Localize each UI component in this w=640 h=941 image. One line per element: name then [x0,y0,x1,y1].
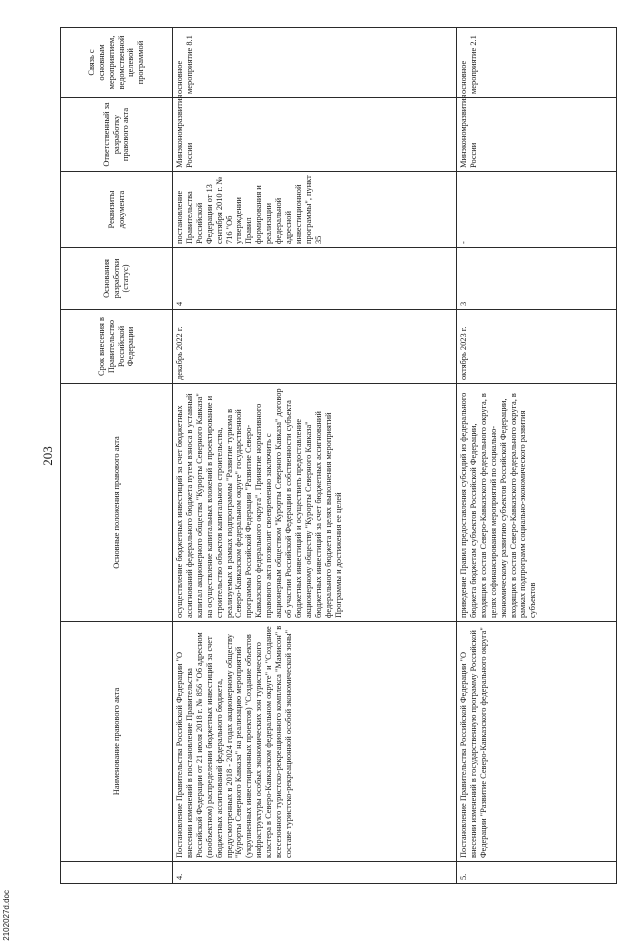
legal-acts-table [60,27,617,884]
header-deadline: Срок внесения в Правительство Российской Федерации [61,310,173,384]
table-row [173,28,457,884]
row-link: основное мероприятие 8.1 [173,28,457,98]
header-details: Реквизиты документа [61,172,173,248]
footer-file-code: 2102027d.doc [2,890,11,941]
row-responsible: Минэкономразвития России [457,98,617,172]
row-provisions: осуществление бюджетных инвестиций за счет бюджетных ассигнований федерального бюджета путем взноса в уставный капитал акционерного общества "Курорты Северного Кавказа" на осуществление капитальных вложений в проектирование и строительство объектов капитального строительства, реализуемых в рамках подпрограммы "Развитие туризма в Северо-Кавказском федеральном округе" государственной программы Российской Федерации "Развитие Северо-Кавказского федерального округа". Принятие нормативного правового акта позволит своевременно заключить с акционерным обществом "Курорты Северного Кавказа" договор об участии Российской Федерации в собственности субъекта бюджетных инвестиций и осуществить предоставление акционерному обществу "Курорты Северного Кавказа" бюджетных инвестиций за счет бюджетных ассигнований федерального бюджета в целях выполнения мероприятий Программы и достижения ее целей [173,384,457,622]
table-row [457,28,617,884]
rotated-table-sheet [36,28,640,884]
row-responsible: Минэкономразвития России [173,98,457,172]
row-num: 4. [173,862,457,884]
row-deadline: декабрь 2022 г. [173,310,457,384]
document-footer [2,699,16,941]
header-provisions: Основные положения правового акта [61,384,173,622]
header-num [61,862,173,884]
row-link: основное мероприятие 2.1 [457,28,617,98]
row-basis: 3 [457,248,617,310]
row-provisions: приведение Правил предоставления субсидий из федерального бюджета бюджетам субъектов Российской Федерации, входящих в состав Северо-Кавказского федерального округа, в целях софинансирования мероприятий по социально-экономическому развитию субъектов Российской Федерации, входящих в состав Северо-Кавказского федерального округа, в рамках подпрограмм социально-экономического развития субъектов [457,384,617,622]
table-header-row [61,28,173,884]
header-name: Наименование правового акта [61,622,173,862]
row-details: - [457,172,617,248]
row-deadline: октябрь 2023 г. [457,310,617,384]
row-name: Постановление Правительства Российской Федерации "О внесении изменений в постановление Правительства Российской Федерации от 21 июля 2018 г. № 856 "Об адресном (пообъектном) распределении бюджетных инвестиций за счет бюджетных ассигнований федерального бюджета, предусмотренных в 2018 - 2024 годах акционерному обществу "Курорты Северного Кавказа" на реализацию мероприятий (укрупненных инвестиционных проектов) "Создание объектов инфраструктуры особых экономических зон туристического кластера в Северо-Кавказском федеральном округе" и "Создание всесезонного туристско-рекреационного комплекса "Мамисон" в составе туристско-рекреационной особой экономической зоны" [173,622,457,862]
row-num: 5. [457,862,617,884]
header-responsible: Ответственный за разработку правового акта [61,98,173,172]
row-name: Постановление Правительства Российской Федерации "О внесении изменений в государственную программу Российской Федерации "Развитие Северо-Кавказского федерального округа" [457,622,617,862]
header-basis: Основания разработки (статус) [61,248,173,310]
row-details: постановление Правительства Российской Федерации от 13 сентября 2010 г. № 716 "Об утверждении Правил формирования и реализации федеральной адресной инвестиционной программы", пункт 35 [173,172,457,248]
page-number: 203 [40,446,55,466]
header-link: Связь с основным мероприятием, ведомственной целевой программой [61,28,173,98]
row-basis: 4 [173,248,457,310]
